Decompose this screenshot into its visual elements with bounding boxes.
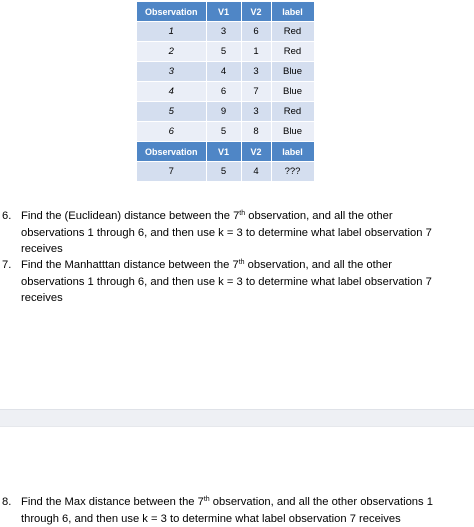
table-header-row — [137, 2, 314, 22]
cell-v1: 5 — [206, 122, 241, 142]
question-number: 8. — [2, 496, 12, 508]
cell-observation: 4 — [137, 82, 206, 102]
cell-v1: 6 — [206, 82, 241, 102]
cell-v2: 1 — [241, 42, 271, 62]
observations-table — [137, 2, 315, 182]
query-row — [137, 162, 314, 182]
question-8 — [2, 494, 468, 527]
cell-v2: 3 — [241, 62, 271, 82]
table-row — [137, 102, 314, 122]
table-row — [137, 82, 314, 102]
question-text: Find the Max distance between the 7th observation, and all the other observations 1 through 6, and then use k = 3 to determine what label observation 7 receives — [21, 496, 433, 525]
cell-observation: 7 — [137, 162, 206, 182]
section-divider — [0, 409, 474, 427]
cell-v2: 7 — [241, 82, 271, 102]
cell-v1: 4 — [206, 62, 241, 82]
header-v1: V1 — [206, 142, 241, 162]
cell-v1: 5 — [206, 42, 241, 62]
cell-v2: 3 — [241, 102, 271, 122]
cell-v2: 4 — [241, 162, 271, 182]
cell-v2: 6 — [241, 22, 271, 42]
question-7 — [2, 257, 457, 307]
question-number: 6. — [2, 210, 12, 222]
table-row — [137, 22, 314, 42]
header-label: label — [271, 2, 314, 22]
cell-label: Blue — [271, 122, 314, 142]
cell-observation: 2 — [137, 42, 206, 62]
cell-label: Red — [271, 102, 314, 122]
cell-label: Blue — [271, 82, 314, 102]
cell-label: ??? — [271, 162, 314, 182]
question-6 — [2, 208, 457, 258]
table-row — [137, 62, 314, 82]
cell-v1: 5 — [206, 162, 241, 182]
cell-observation: 5 — [137, 102, 206, 122]
table-row — [137, 122, 314, 142]
header-observation: Observation — [137, 2, 206, 22]
cell-label: Red — [271, 42, 314, 62]
cell-label: Red — [271, 22, 314, 42]
header-label: label — [271, 142, 314, 162]
table-row — [137, 42, 314, 62]
cell-observation: 6 — [137, 122, 206, 142]
cell-v2: 8 — [241, 122, 271, 142]
table-header-row-2 — [137, 142, 314, 162]
header-v1: V1 — [206, 2, 241, 22]
question-text: Find the Manhatttan distance between the 7th observation, and all the other observations 1 through 6, and then use k = 3 to determine what label observation 7 receives — [21, 259, 432, 304]
header-v2: V2 — [241, 142, 271, 162]
header-v2: V2 — [241, 2, 271, 22]
cell-observation: 3 — [137, 62, 206, 82]
cell-v1: 9 — [206, 102, 241, 122]
question-text: Find the (Euclidean) distance between the 7th observation, and all the other observations 1 through 6, and then use k = 3 to determine what label observation 7 receives — [21, 210, 432, 255]
question-number: 7. — [2, 259, 12, 271]
cell-observation: 1 — [137, 22, 206, 42]
cell-label: Blue — [271, 62, 314, 82]
cell-v1: 3 — [206, 22, 241, 42]
header-observation: Observation — [137, 142, 206, 162]
